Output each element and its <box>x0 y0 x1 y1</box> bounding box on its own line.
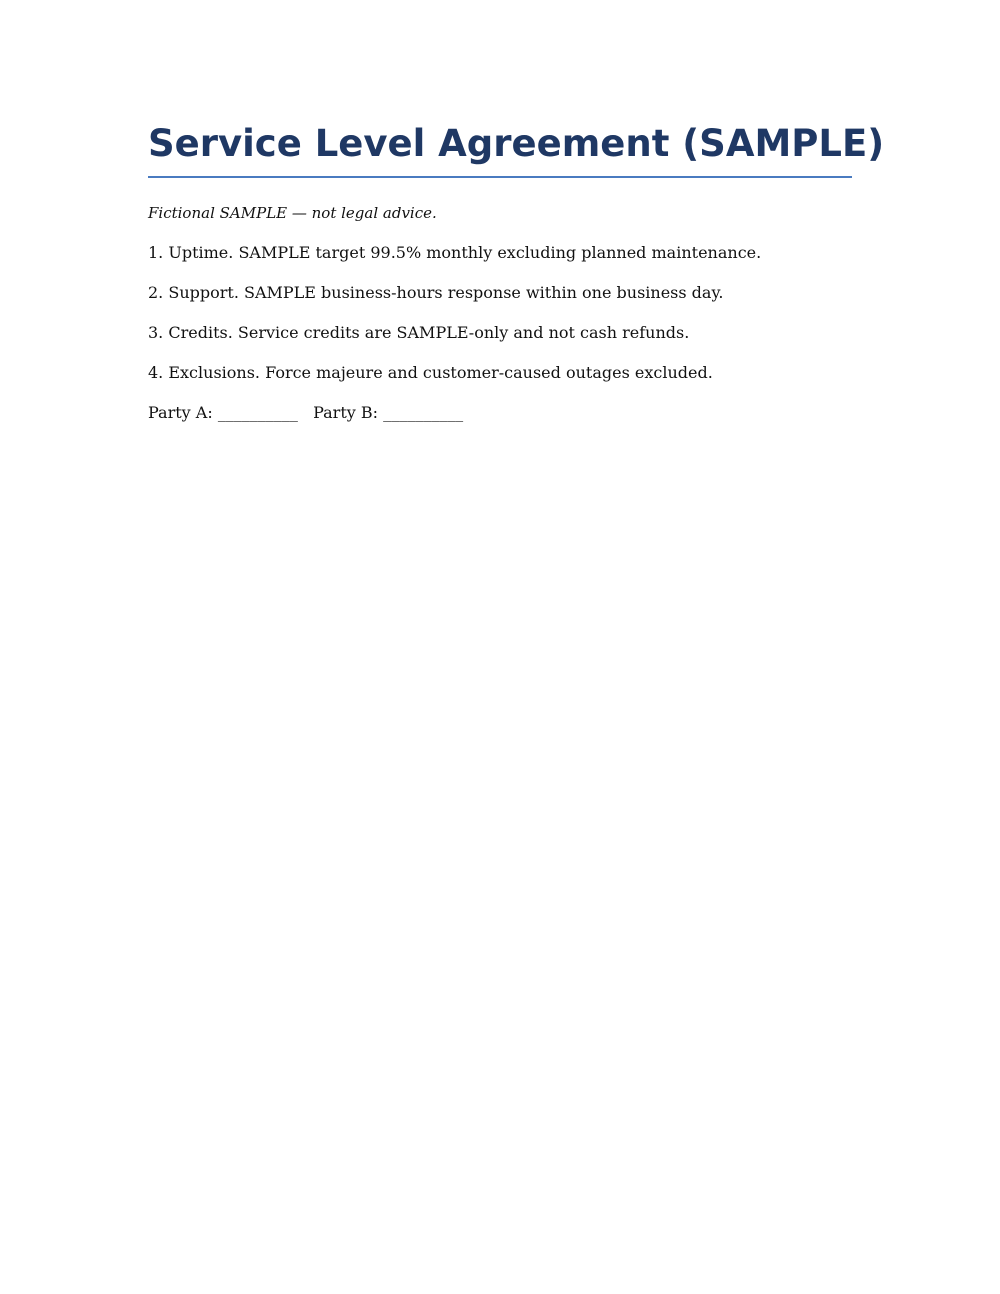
disclaimer-text: Fictional SAMPLE — not legal advice. <box>148 204 437 222</box>
clause-credits: 3. Credits. Service credits are SAMPLE-only and not cash refunds. <box>148 323 690 342</box>
signature-lines: Party A: __________ Party B: __________ <box>148 403 464 422</box>
clause-uptime: 1. Uptime. SAMPLE target 99.5% monthly excluding planned maintenance. <box>148 243 762 262</box>
document-title: Service Level Agreement (SAMPLE) <box>148 118 852 178</box>
document-page <box>148 118 885 423</box>
clause-support: 2. Support. SAMPLE business-hours response within one business day. <box>148 283 724 302</box>
clause-exclusions: 4. Exclusions. Force majeure and customer-caused outages excluded. <box>148 363 713 382</box>
